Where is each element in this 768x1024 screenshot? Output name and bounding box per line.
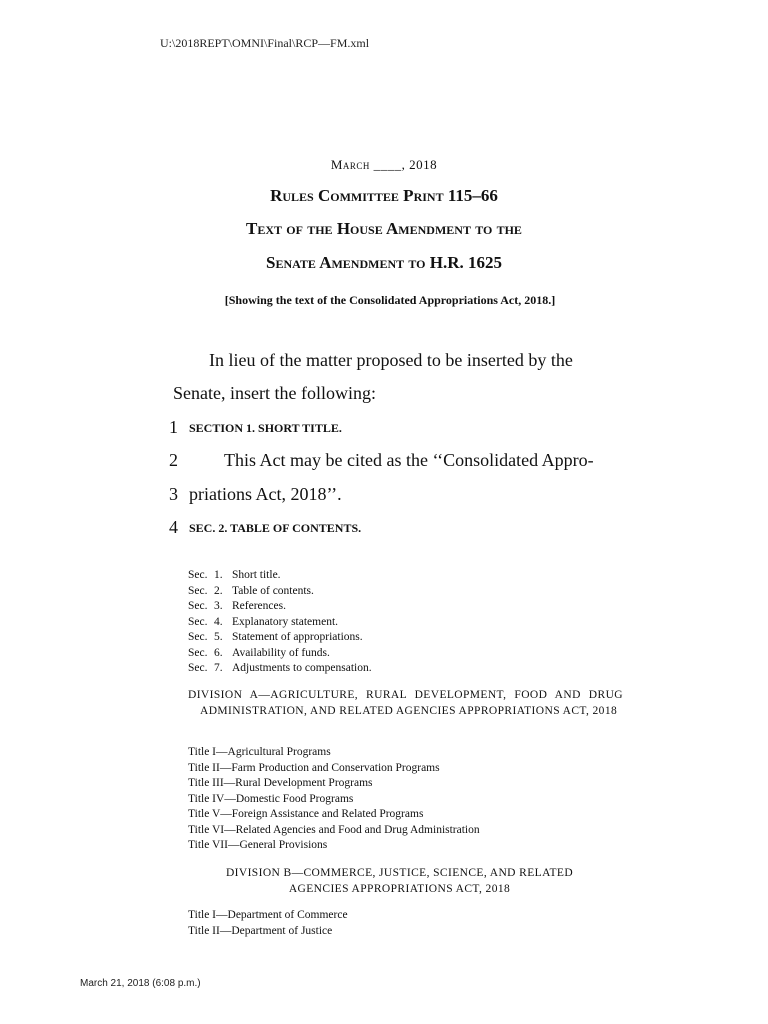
toc-title-item: Title V—Foreign Assistance and Related Programs <box>188 808 424 820</box>
division-b-heading-line-2: AGENCIES APPROPRIATIONS ACT, 2018 <box>288 882 511 895</box>
toc-title-item: Title VII—General Provisions <box>188 839 328 851</box>
section-1-heading: SECTION 1. SHORT TITLE. <box>189 421 342 435</box>
toc-section-prefix: Sec. <box>188 584 208 597</box>
document-title-line-2: Text of the House Amendment to the <box>246 219 522 238</box>
toc-title-item: Title II—Farm Production and Conservation Programs <box>188 761 440 774</box>
toc-title-item: Title IV—Domestic Food Programs <box>188 792 354 805</box>
toc-section-label: Adjustments to compensation. <box>232 662 372 674</box>
toc-section-number: 6. <box>214 646 223 659</box>
section-1-text-line-2: priations Act, 2018’’. <box>189 484 342 504</box>
toc-section-prefix: Sec. <box>188 600 208 612</box>
toc-title-item: Title VI—Related Agencies and Food and Drug Administration <box>188 823 480 836</box>
toc-section-label: Statement of appropriations. <box>232 631 363 643</box>
toc-section-label: Short title. <box>232 569 281 581</box>
table-of-contents-sections <box>188 568 372 677</box>
division-a-heading: DIVISION A—AGRICULTURE, RURAL DEVELOPMENT, FOOD AND DRUG ADMINISTRATION, AND RELATED AGENCIES APPROPRIATIONS ACT, 2018 <box>188 689 623 717</box>
toc-title-item: Title III—Rural Development Programs <box>188 777 373 789</box>
toc-section-prefix: Sec. <box>188 569 208 581</box>
toc-section-row <box>188 568 372 584</box>
document-subheading: [Showing the text of the Consolidated Appropriations Act, 2018.] <box>224 293 556 307</box>
toc-section-number: 5. <box>214 631 223 643</box>
line-number: 3 <box>169 484 178 504</box>
footer-timestamp: March 21, 2018 (6:08 p.m.) <box>80 978 201 989</box>
intro-line-2: Senate, insert the following: <box>173 383 376 403</box>
toc-section-row <box>188 615 372 631</box>
toc-section-row <box>188 599 372 615</box>
toc-section-label: Availability of funds. <box>232 646 330 659</box>
toc-section-row <box>188 630 372 646</box>
toc-section-label: Explanatory statement. <box>232 615 339 628</box>
file-path-header: U:\2018REPT\OMNI\Final\RCP—FM.xml <box>160 36 370 50</box>
division-b-titles <box>188 908 348 939</box>
toc-section-row <box>188 584 372 600</box>
toc-section-label: References. <box>232 600 286 612</box>
document-title-line-1: Rules Committee Print 115–66 <box>270 186 498 205</box>
toc-section-label: Table of contents. <box>232 584 314 597</box>
section-2-heading: SEC. 2. TABLE OF CONTENTS. <box>189 521 362 535</box>
toc-section-row <box>188 661 372 677</box>
section-1-text-line-1: This Act may be cited as the ‘‘Consolidated Appro- <box>224 450 594 470</box>
toc-section-prefix: Sec. <box>188 631 208 643</box>
line-number: 4 <box>169 517 178 537</box>
toc-title-item: Title I—Agricultural Programs <box>188 746 331 758</box>
toc-section-prefix: Sec. <box>188 615 208 628</box>
toc-title-item: Title I—Department of Commerce <box>188 909 348 921</box>
division-b-heading <box>188 866 611 897</box>
line-number: 1 <box>169 417 178 437</box>
toc-section-prefix: Sec. <box>188 662 208 674</box>
division-a-titles <box>188 745 480 854</box>
toc-section-prefix: Sec. <box>188 646 208 659</box>
toc-section-number: 4. <box>214 615 223 628</box>
document-date: March ____, 2018 <box>330 157 438 172</box>
toc-section-number: 3. <box>214 600 223 612</box>
toc-section-row <box>188 646 372 662</box>
toc-section-number: 2. <box>214 584 223 597</box>
toc-section-number: 7. <box>214 662 223 674</box>
intro-line-1: In lieu of the matter proposed to be inserted by the <box>209 350 573 370</box>
toc-section-number: 1. <box>214 569 223 581</box>
division-b-heading-line-1: DIVISION B—COMMERCE, JUSTICE, SCIENCE, AND RELATED <box>225 867 574 879</box>
line-number: 2 <box>169 450 178 470</box>
toc-title-item: Title II—Department of Justice <box>188 924 333 937</box>
document-title-line-3: Senate Amendment to H.R. 1625 <box>265 253 503 272</box>
